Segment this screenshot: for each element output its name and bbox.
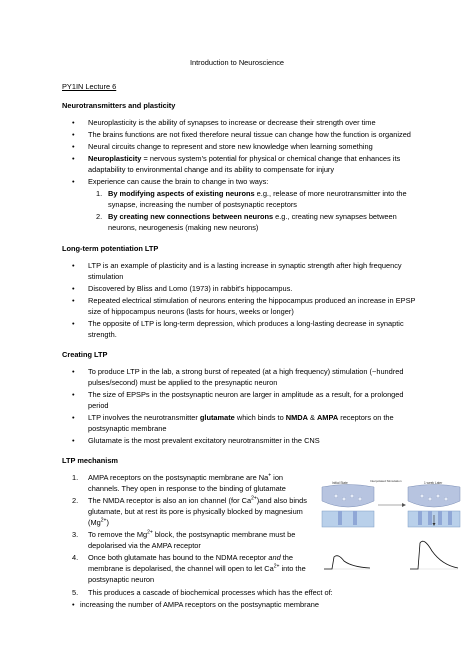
epsp-trace-left [324, 556, 370, 569]
superscript: 2+ [100, 517, 107, 524]
list-item: • Discovered by Bliss and Lomo (1973) in rabbit's hippocampus. [62, 283, 422, 294]
list-number: 2. [96, 212, 103, 221]
list-item [62, 529, 314, 551]
list-item [62, 211, 422, 233]
document-title: Introduction to Neuroscience [189, 58, 285, 67]
list-item-text: AMPA receptors on the postsynaptic membrane are Na [88, 473, 269, 482]
list-item [62, 552, 314, 585]
list-item: • To produce LTP in the lab, a strong burst of repeated (at a high frequency) stimulation (~hundred pulses/second) must be applied to the presynaptic neuron [62, 366, 422, 388]
list-item: • Repeated electrical stimulation of neurons entering the hippocampus produced an increase in EPSP size of hippocampus neurons (lasts for hours, weeks or longer) [62, 295, 422, 317]
bullet-list [62, 260, 422, 340]
list-item-text: This produces a cascade of biochemical processes which has the effect of: [88, 588, 333, 597]
bullet-list [62, 117, 422, 187]
list-item-text: e.g., release of more neurotransmitter into the synapse, increasing the number of postsynaptic receptors [108, 189, 407, 209]
list-item: • The size of EPSPs in the postsynaptic neuron are larger in amplitude as a result, for a prolonged period [62, 389, 422, 411]
superscript: 2+ [147, 529, 153, 536]
ltp-receptor-figure [318, 477, 463, 577]
list-item-text: )and also binds glutamate, but at rest its pore is physically blocked by magnesium (Mg [88, 496, 307, 527]
list-item: • increasing the number of AMPA receptors on the postsynaptic membrane [62, 599, 422, 610]
section-heading: Creating LTP [62, 350, 108, 359]
section-creating-ltp [62, 349, 422, 447]
italic-term: and [268, 553, 281, 562]
list-number: 5. [72, 588, 79, 597]
superscript: + [268, 472, 272, 479]
lecture-heading: PY1IN Lecture 6 [62, 82, 117, 91]
list-number: 2. [72, 496, 79, 505]
presynaptic-terminal-left [322, 485, 374, 508]
list-item-text: e.g., creating new synapses between neurons, neurogenesis (making new neurons) [108, 212, 397, 232]
list-item: • The brains functions are not fixed therefore neural tissue can change how the function is organized [62, 129, 422, 140]
list-item [62, 495, 314, 528]
list-item-text: The NMDA receptor is also an ion channel (for Ca [88, 496, 252, 505]
numbered-list [62, 472, 314, 585]
list-item-text: the membrane is depolarised, the channel will open to let Ca [88, 553, 294, 573]
list-item: • Neuroplasticity is the ability of synapses to increase or decrease their strength over time [62, 117, 422, 128]
list-item-text: ) [106, 518, 109, 527]
section-heading: LTP mechanism [62, 456, 118, 465]
list-item-text: ion channels. They open in response to the binding of glutamate [88, 473, 286, 493]
numbered-list [62, 188, 422, 233]
epsp-trace-right [410, 541, 458, 569]
list-item: • Experience can cause the brain to change in two ways: [62, 176, 422, 187]
bold-term: glutamate [199, 413, 235, 422]
list-number: 1. [72, 473, 79, 482]
postsynaptic-membrane-right [408, 511, 460, 527]
list-item-text: into the postsynaptic neuron [88, 564, 306, 584]
list-item-text: = nervous system's potential for physical or chemical change that enhances its adaptability to environmental change and its ability to compensate for injury [88, 154, 401, 174]
list-item [62, 188, 422, 210]
list-item-text: block, the postsynaptic membrane must be depolarised via the AMPA receptor [88, 530, 296, 550]
section-ltp-mechanism [62, 455, 314, 586]
section-heading: Neurotransmitters and plasticity [62, 101, 176, 110]
list-item-text: receptors on the postsynaptic membrane [88, 413, 394, 433]
list-item [62, 587, 422, 598]
section-long-term-potentiation [62, 243, 422, 341]
figure-label-left: Initial State [332, 481, 348, 485]
section-neurotransmitters-plasticity [62, 100, 422, 234]
list-item-text: LTP involves the neurotransmitter [88, 413, 200, 422]
list-item [62, 153, 422, 175]
list-item-text: & [307, 413, 317, 422]
list-item-text: which binds to [234, 413, 286, 422]
list-item-text: To remove the Mg [88, 530, 148, 539]
section-heading: Long-term potentiation LTP [62, 244, 159, 253]
presynaptic-terminal-right [408, 485, 460, 508]
postsynaptic-membrane-left [322, 511, 374, 527]
numbered-list [62, 587, 422, 598]
list-item: • The opposite of LTP is long-term depression, which produces a long-lasting decrease in synaptic strength. [62, 318, 422, 340]
ltp-diagram [318, 477, 463, 577]
superscript: 2+ [273, 563, 280, 570]
bullet-list [62, 366, 422, 446]
figure-label-middle: Interpolated Stimulation [370, 479, 402, 483]
superscript: 2+ [251, 495, 257, 502]
bold-term: By creating new connections between neurons [108, 212, 274, 221]
section-ltp-mechanism-continued [62, 587, 422, 611]
bold-term: NMDA [285, 413, 308, 422]
list-item [62, 412, 422, 434]
list-item: • LTP is an example of plasticity and is a lasting increase in synaptic strength after high frequency stimulation [62, 260, 422, 282]
bold-term: AMPA [316, 413, 339, 422]
list-item: • Neural circuits change to represent and store new knowledge when learning something [62, 141, 422, 152]
list-number: 3. [72, 530, 79, 539]
bold-term: Neuroplasticity [88, 154, 142, 163]
list-item: • Glutamate is the most prevalent excitatory neurotransmitter in the CNS [62, 435, 422, 446]
list-item-text: Once both glutamate has bound to the NDMA receptor [88, 553, 269, 562]
list-number: 4. [72, 553, 79, 562]
bold-term: By modifying aspects of existing neurons [108, 189, 255, 198]
bullet-list [62, 599, 422, 610]
list-item [62, 472, 314, 494]
figure-label-right: 1 week Later [424, 481, 443, 485]
list-number: 1. [96, 189, 103, 198]
stimulation-arrow [378, 503, 406, 507]
